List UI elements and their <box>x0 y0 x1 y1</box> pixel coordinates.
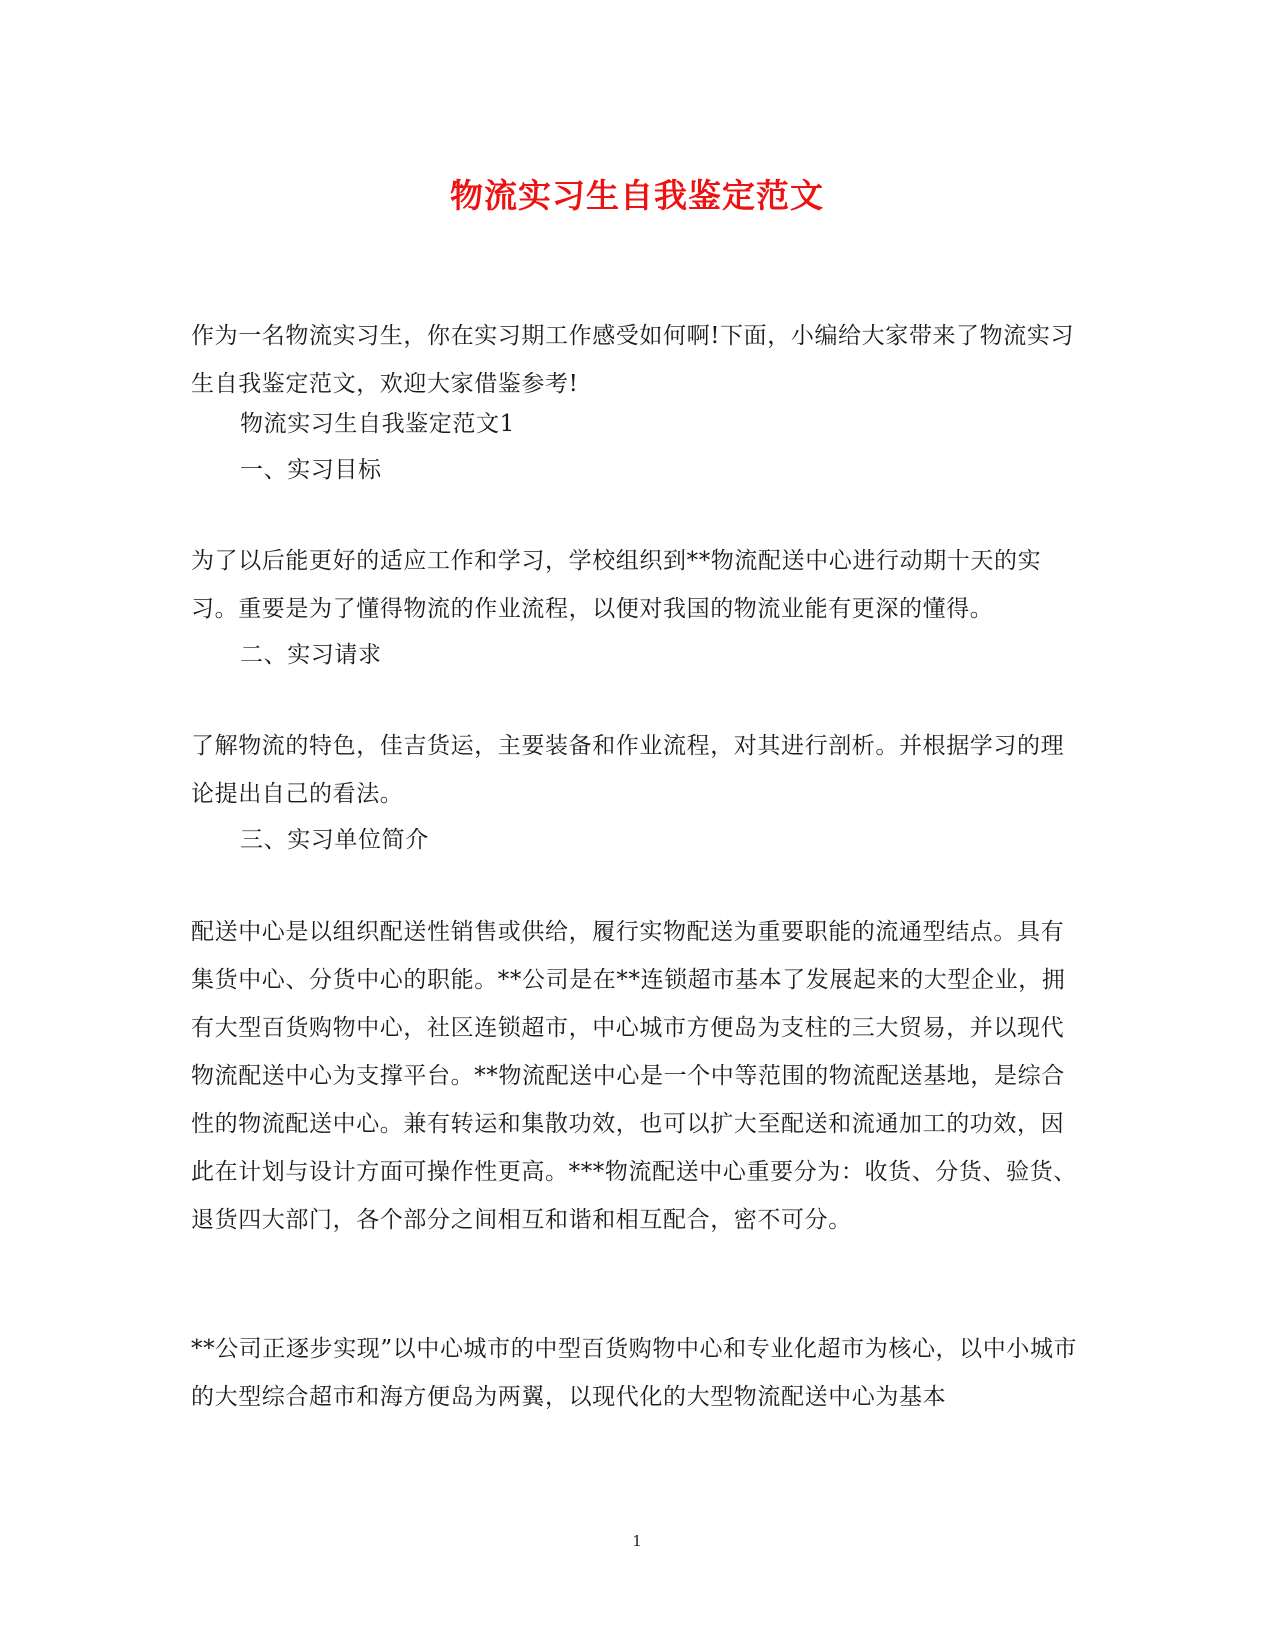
section-paragraph-2: 了解物流的特色，佳吉货运，主要装备和作业流程，对其进行剖析。并根据学习的理论提出自己的看法。 <box>191 733 1065 807</box>
section-heading-3: 三、实习单位简介 <box>240 827 429 853</box>
section-heading-2: 二、实习请求 <box>240 642 382 668</box>
intro-paragraph: 作为一名物流实习生，你在实习期工作感受如何啊!下面，小编给大家带来了物流实习生自我鉴定范文，欢迎大家借鉴参考! <box>191 323 1075 397</box>
page-number: 1 <box>632 1532 642 1550</box>
document-title: 物流实习生自我鉴定范文 <box>450 176 824 215</box>
section-paragraph-3: 配送中心是以组织配送性销售或供给，履行实物配送为重要职能的流通型结点。具有集货中心、分货中心的职能。**公司是在**连锁超市基本了发展起来的大型企业，拥有大型百货购物中心，社区连锁超市，中心城市方便岛为支柱的三大贸易，并以现代物流配送中心为支撑平台。**物流配送中心是一个中等范围的物流配送基地，是综合性的物流配送中心。兼有转运和集散功效，也可以扩大至配送和流通加工的功效，因此在计划与设计方面可操作性更高。***物流配送中心重要分为：收货、分货、验货、退货四大部门，各个部分之间相互和谐和相互配合，密不可分。 <box>191 919 1077 1233</box>
final-paragraph: **公司正逐步实现”以中心城市的中型百货购物中心和专业化超市为核心，以中小城市的大型综合超市和海方便岛为两翼，以现代化的大型物流配送中心为基本 <box>191 1336 1078 1410</box>
document-subtitle: 物流实习生自我鉴定范文1 <box>240 411 515 437</box>
section-paragraph-1: 为了以后能更好的适应工作和学习，学校组织到**物流配送中心进行动期十天的实习。重要是为了懂得物流的作业流程，以便对我国的物流业能有更深的懂得。 <box>191 548 1042 622</box>
section-heading-1: 一、实习目标 <box>240 457 382 483</box>
